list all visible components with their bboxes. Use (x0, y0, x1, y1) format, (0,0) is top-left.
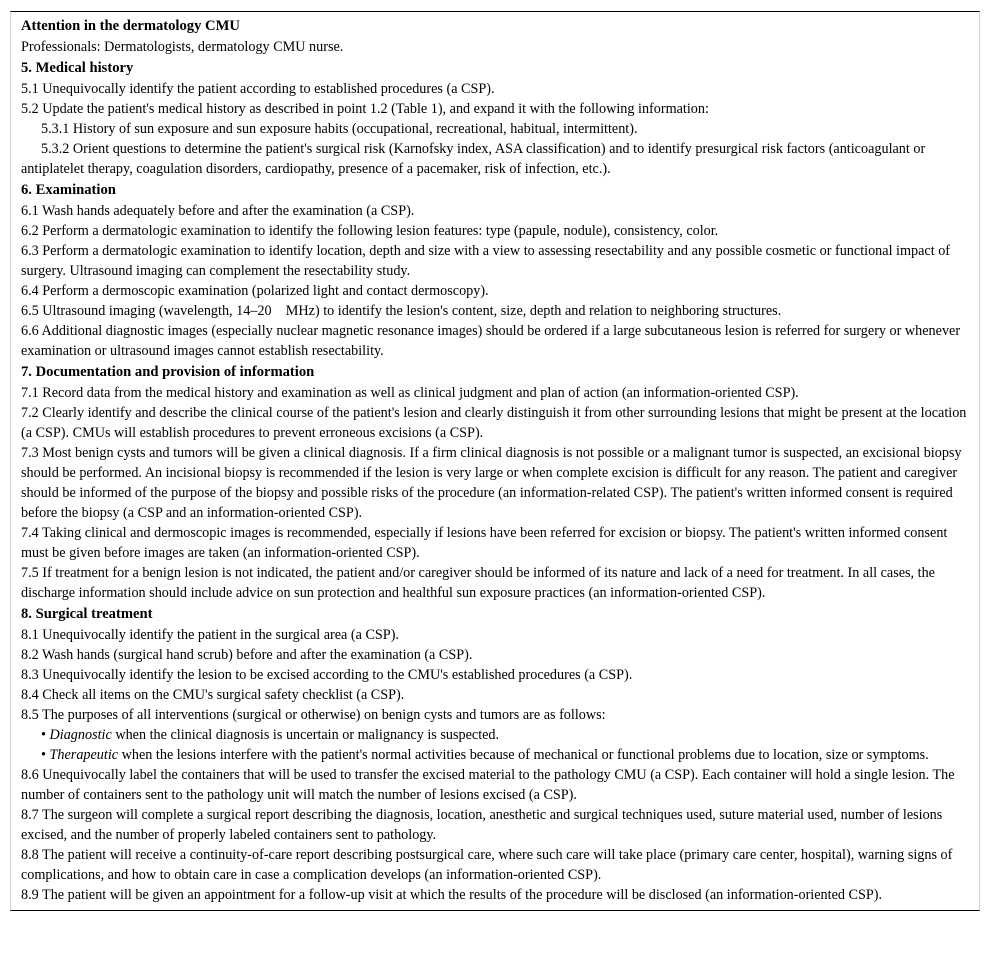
bullet-text: when the clinical diagnosis is uncertain or malignancy is suspected. (111, 727, 500, 743)
item-text: 7.2 Clearly identify and describe the clinical course of the patient's lesion and clearly distinguish it from other surrounding lesions that might be present at the location (a CSP). CMUs will establish procedures to prevent erroneous excisions (a CSP). (21, 405, 967, 441)
table-title: Attention in the dermatology CMU (21, 18, 240, 34)
bullet-text: when the lesions interfere with the patient's normal activities because of mechanical or functional problems due to location, size or symptoms. (118, 747, 929, 763)
subitem-text: 5.3.1 History of sun exposure and sun exposure habits (occupational, recreational, habitual, intermittent). (41, 121, 638, 137)
section-heading: 5. Medical history (21, 60, 134, 76)
bullet-term: Diagnostic (49, 727, 112, 743)
item-text: 8.3 Unequivocally identify the lesion to be excised according to the CMU's established procedures (a CSP). (21, 667, 633, 683)
item-text: 8.5 The purposes of all interventions (surgical or otherwise) on benign cysts and tumors are as follows: (21, 707, 606, 723)
bullet-icon: • (41, 747, 50, 763)
subitem-text: 5.3.2 Orient questions to determine the patient's surgical risk (Karnofsky index, ASA classification) and to identify presurgical risk factors (anticoagulant or antiplatelet therapy, coagulation disorders, cardiopathy, presence of a pacemaker, risk of infection, etc.). (21, 141, 926, 177)
sections-container (21, 57, 971, 905)
item-text: 6.4 Perform a dermoscopic examination (polarized light and contact dermoscopy). (21, 283, 489, 299)
section-heading: 8. Surgical treatment (21, 606, 153, 622)
item-text: 7.1 Record data from the medical history and examination as well as clinical judgment and plan of action (an information-oriented CSP). (21, 385, 799, 401)
section-heading: 7. Documentation and provision of information (21, 364, 315, 380)
item-text: 5.2 Update the patient's medical history as described in point 1.2 (Table 1), and expand it with the following information: (21, 101, 709, 117)
section-heading: 6. Examination (21, 182, 116, 198)
item-text: 8.8 The patient will receive a continuity-of-care report describing postsurgical care, where such care will take place (primary care center, hospital), warning signs of complications, and how to obtain care in case a complication develops (an information-oriented CSP). (21, 847, 953, 883)
item-text: 8.6 Unequivocally label the containers that will be used to transfer the excised material to the pathology CMU (a CSP). Each container will hold a single lesion. The number of containers sent to the pathology unit will match the number of lesions excised (a CSP). (21, 767, 955, 803)
item-text: 6.2 Perform a dermatologic examination to identify the following lesion features: type (papule, nodule), consistency, color. (21, 223, 719, 239)
item-text: 5.1 Unequivocally identify the patient according to established procedures (a CSP). (21, 81, 495, 97)
professionals-line: Professionals: Dermatologists, dermatology CMU nurse. (21, 39, 344, 55)
item-text: 8.1 Unequivocally identify the patient in the surgical area (a CSP). (21, 627, 399, 643)
bullet-item (21, 725, 971, 745)
item-text: 7.3 Most benign cysts and tumors will be given a clinical diagnosis. If a firm clinical diagnosis is not possible or a malignant tumor is suspected, an excisional biopsy should be performed. An incisional biopsy is recommended if the lesion is very large or when complete excision is difficult for any reason. The patient and caregiver should be informed of the purpose of the biopsy and possible risks of the procedure (an information-related CSP). The patient's written informed consent is required before the biopsy (a CSP and an information-oriented CSP). (21, 445, 962, 521)
item-text: 8.2 Wash hands (surgical hand scrub) before and after the examination (a CSP). (21, 647, 473, 663)
item-text: 8.7 The surgeon will complete a surgical report describing the diagnosis, location, anesthetic and surgical techniques used, suture material used, number of lesions excised, and the number of properly labeled containers sent to pathology. (21, 807, 943, 843)
bullet-item (21, 745, 971, 765)
item-text: 8.9 The patient will be given an appointment for a follow-up visit at which the results of the procedure will be disclosed (an information-oriented CSP). (21, 887, 883, 903)
item-text: 7.4 Taking clinical and dermoscopic images is recommended, especially if lesions have been referred for excision or biopsy. The patient's written informed consent must be given before images are taken (an information-oriented CSP). (21, 525, 948, 561)
item-text: 8.4 Check all items on the CMU's surgical safety checklist (a CSP). (21, 687, 405, 703)
bullet-icon: • (41, 727, 50, 743)
item-text: 6.1 Wash hands adequately before and after the examination (a CSP). (21, 203, 415, 219)
item-text: 6.3 Perform a dermatologic examination to identify location, depth and size with a view to assessing resectability and any possible cosmetic or functional impact of surgery. Ultrasound imaging can complement the resectability study. (21, 243, 951, 279)
item-text: 7.5 If treatment for a benign lesion is not indicated, the patient and/or caregiver should be informed of its nature and lack of a need for treatment. In all cases, the discharge information should include advice on sun protection and healthful sun exposure practices (an information-oriented CSP). (21, 565, 935, 601)
protocol-table (10, 11, 980, 911)
item-text: 6.6 Additional diagnostic images (especially nuclear magnetic resonance images) should be ordered if a large subcutaneous lesion is referred for surgery or whenever examination or ultrasound images cannot establish resectability. (21, 323, 961, 359)
bullet-term: Therapeutic (49, 747, 119, 763)
item-text: 6.5 Ultrasound imaging (wavelength, 14–20 MHz) to identify the lesion's content, size, depth and relation to neighboring structures. (21, 303, 782, 319)
